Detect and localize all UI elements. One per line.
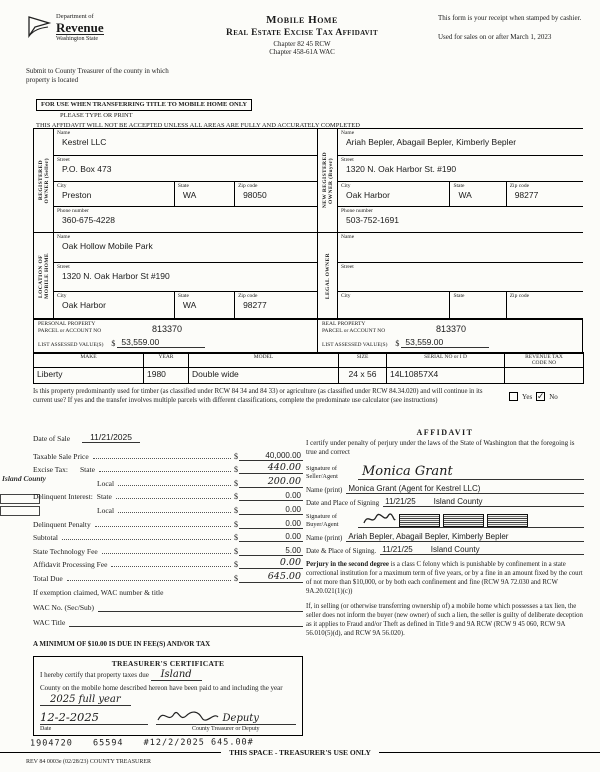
use-note-box: FOR USE WHEN TRANSFERRING TITLE TO MOBILE HOME ONLY — [36, 99, 252, 111]
logo-washington-state: Washington State — [56, 34, 104, 42]
legal-name-field: Name — [338, 233, 583, 263]
timber-question-text: Is this property predominantly used for timber (as classified under RCW 84 34 and 84 33) or agriculture (as classified under RCW 84.34.020) and will continue in its current use? If yes and the transfer involves multiple parcels with different classifications, complete the predominate use calculator (see instructions) — [33, 388, 483, 404]
seller-name-value: Kestrel LLC — [62, 137, 107, 147]
buyer-state-field: State WA — [450, 182, 506, 206]
receipt-note: This form is your receipt when stamped by cashier. — [438, 14, 582, 22]
dollar-sign: $ — [234, 505, 238, 515]
location-name-field: Name Oak Hollow Mobile Park — [54, 233, 317, 263]
seller-section-label: REGISTERED OWNER (Seller) — [34, 129, 54, 232]
seller-phone-field: Phone number 360-675-4228 — [54, 207, 317, 233]
form-number: REV 84 0003e (02/28/23) COUNTY TREASURER — [26, 759, 152, 765]
dollar-sign: $ — [234, 492, 238, 502]
revenue-tax-code-value — [505, 368, 584, 384]
logo-department-of: Department of — [56, 13, 94, 20]
signature-stamp — [399, 514, 440, 527]
dollar-sign: $ — [234, 533, 238, 543]
accept-note: THIS AFFIDAVIT WILL NOT BE ACCEPTED UNLESS ALL AREAS ARE FULLY AND ACCURATELY COMPLETED — [36, 121, 360, 129]
real-parcel-number: 813370 — [436, 324, 467, 334]
legal-zip-field: Zip code — [509, 293, 530, 300]
seller-street-field: Street P.O. Box 473 — [54, 156, 317, 183]
blank-line — [69, 618, 303, 627]
parcel-band — [33, 318, 583, 354]
certify-taxes-line: I hereby certify that property taxes due Island — [40, 668, 296, 683]
personal-property-parcel: PERSONAL PROPERTY PARCEL or ACCOUNT NO 813370 LIST ASSESSED VALUE(S) $ 53,559.00 — [33, 318, 317, 353]
serial-value: 14L10857X4 — [387, 368, 505, 384]
location-of-mobile-home-section — [33, 232, 317, 319]
county-name-handwritten: Island — [151, 669, 202, 681]
effective-date-note: Used for sales on or after March 1, 2023 — [438, 33, 552, 42]
treasurer-date-handwritten: 12-2-2025 — [40, 710, 99, 725]
location-street-value: 1320 N. Oak Harbor St #190 — [62, 270, 170, 281]
treasurers-certificate-title: TREASURER'S CERTIFICATE — [111, 659, 225, 668]
seller-zip-field: Zip code 98050 — [238, 183, 267, 200]
yes-label: Yes — [522, 392, 533, 401]
wac-number-line: WAC No. (Sec/Sub) — [33, 603, 303, 612]
dotted-leader — [102, 553, 231, 554]
perjury-paragraph-1: Perjury in the second degree is a class C felony which is punishable by confinement in a state correctional institution for a maximum term of five years, or by a fine in an amount fixed by the court of not more than $10,000, or by both each confinement and fine (RCW 9A 72.030 and RCW 9A.20.021(1)(c)) — [306, 561, 583, 596]
treasurers-certificate — [33, 656, 303, 736]
affidavit-title: AFFIDAVIT — [416, 428, 474, 437]
seller-phone-value: 360-675-4228 — [62, 214, 115, 225]
buyer-street-value: 1320 N. Oak Harbor St. #190 — [346, 163, 457, 174]
location-city-state-zip — [54, 292, 317, 319]
dotted-leader — [67, 580, 231, 581]
timber-agriculture-question — [33, 388, 585, 406]
row-delinquent-interest-state: Delinquent Interest: State $ 0.00 — [33, 491, 301, 502]
buyer-signature-line — [358, 510, 584, 528]
owner-sections — [33, 128, 583, 320]
title-reet-affidavit: Real Estate Excise Tax Affidavit — [226, 27, 378, 38]
dollar-sign: $ — [111, 338, 116, 348]
row-affidavit-processing-fee: Affidavit Processing Fee $ 0.00 — [33, 557, 301, 570]
dollar-sign: $ — [234, 465, 238, 475]
no-checkbox: ✓ — [536, 391, 545, 402]
dollar-sign: $ — [234, 451, 238, 461]
treasurer-signature-scribble — [156, 708, 220, 724]
new-registered-owner-buyer-section — [317, 128, 583, 232]
legal-owner-section — [317, 232, 583, 319]
dollar-sign: $ — [234, 546, 238, 556]
buyer-phone-value: 503-752-1691 — [346, 214, 399, 225]
model-value: Double wide — [189, 368, 339, 384]
treasurer-signature-block: Deputy County Treasurer or Deputy — [148, 709, 296, 732]
buyer-street-field: Street 1320 N. Oak Harbor St. #190 — [338, 156, 583, 183]
dotted-leader — [118, 512, 231, 513]
size-value: 24 x 56 — [339, 368, 387, 384]
buyer-name-value: Ariah Bepler, Abagail Bepler, Kimberly Bepler — [346, 137, 517, 147]
year-header: YEAR — [144, 353, 189, 368]
dotted-leader — [95, 526, 231, 527]
legal-street-field: Street — [338, 263, 583, 293]
seller-name-print-row: Name (print) Monica Grant (Agent for Kestrel LLC) — [306, 484, 584, 494]
row-excise-tax-local: Local $ 200.00 — [97, 475, 301, 488]
personal-parcel-number: 813370 — [152, 324, 183, 334]
submit-note: Submit to County Treasurer of the county in which property is located — [26, 67, 169, 85]
seller-signing-place: Island County — [433, 497, 483, 507]
row-taxable-sale-price: Taxable Sale Price $ 40,000.00 — [33, 450, 301, 461]
treasurer-date-block: 12-2-2025 Date — [40, 710, 148, 732]
real-property-parcel: REAL PROPERTY PARCEL or ACCOUNT NO 813370 LIST ASSESSED VALUE(S) $ 53,559.00 — [317, 318, 583, 353]
model-header: MODEL — [189, 353, 339, 368]
buyer-section-label: NEW REGISTERED OWNER (Buyer) — [318, 129, 338, 232]
deputy-handwritten: Deputy — [222, 713, 259, 725]
dotted-leader — [116, 498, 231, 499]
dotted-leader — [118, 485, 231, 486]
blank-line — [98, 603, 303, 612]
seller-date-place-row: Date and Place of Signing 11/21/25 Island County — [306, 497, 584, 507]
buyer-signature-scribble — [362, 511, 396, 527]
personal-assessed-value: LIST ASSESSED VALUE(S) $ 53,559.00 — [38, 337, 313, 348]
divider-line — [379, 752, 600, 753]
type-or-print-note: PLEASE TYPE OR PRINT — [60, 111, 133, 119]
stamp-date-amount: #12/2/2025 645.00# — [143, 737, 254, 749]
seller-state-field: State WA — [175, 182, 235, 206]
dollar-sign: $ — [395, 338, 400, 348]
row-total-due: Total Due $ 645.00 — [33, 570, 301, 583]
location-zip-field: Zip code 98277 — [238, 293, 267, 311]
signature-stamp — [487, 514, 528, 527]
real-assessed-value: LIST ASSESSED VALUE(S) $ 53,559.00 — [322, 337, 579, 348]
mobile-home-description-table — [33, 352, 584, 384]
date-of-sale-value: 11/21/2025 — [82, 432, 140, 443]
location-city-field: City Oak Harbor — [54, 292, 175, 319]
seller-signature-line — [358, 462, 584, 480]
legal-state-field: State — [450, 292, 506, 319]
buyer-name-print-row: Name (print) Ariah Bepler, Abagail Bepler, Kimberly Bepler — [306, 532, 584, 542]
location-state-field: State WA — [175, 292, 235, 319]
treasurer-space-note: THIS SPACE - TREASURER'S USE ONLY — [229, 748, 371, 757]
dor-pennant-icon — [26, 14, 52, 38]
dotted-leader — [62, 539, 231, 540]
legal-city-state-zip — [338, 292, 583, 319]
perjury-paragraph-2: If, in selling (or otherwise transferring ownership of) a mobile home which possesses a tax lien, the seller does not inform the buyer (new owner) of such a lien, the seller is guilty of deliberate deception as it applies to Fraud and/or Theft as defined in Title 9 and 9A RCW (RCW 9 45 060, RCW 9A 56.010(5)(d), and RCW 9A 56.020). — [306, 603, 583, 637]
treasurer-machine-stamp — [30, 737, 268, 748]
stamp-number-2: 65594 — [92, 738, 124, 749]
legal-city-field: City — [338, 292, 450, 319]
make-value: Liberty — [34, 368, 144, 384]
dollar-sign: $ — [234, 560, 238, 570]
form-title — [166, 14, 438, 57]
buyer-date-place-row: Date & Place of Signing. 11/21/25 Island County — [306, 545, 584, 555]
exemption-claim-note: If exemption claimed, WAC number & title — [33, 587, 164, 597]
dotted-leader — [93, 458, 231, 459]
registered-owner-seller-section — [33, 128, 317, 232]
chapter-wac: Chapter 458-61A WAC — [269, 48, 335, 57]
seller-signature-handwritten: Monica Grant — [362, 464, 453, 480]
row-excise-tax-state: Excise Tax: State $ 440.00 — [33, 462, 301, 475]
instructions — [36, 99, 360, 130]
affidavit-section — [306, 428, 584, 639]
location-street-field: Street 1320 N. Oak Harbor St #190 — [54, 263, 317, 293]
row-delinquent-interest-local: Local $ 0.00 — [97, 504, 301, 515]
paid-year-handwritten: 2025 full year — [40, 694, 131, 706]
logo-revenue: Revenue — [56, 19, 104, 35]
signature-line — [40, 724, 148, 725]
row-subtotal: Subtotal $ 0.00 — [33, 532, 301, 543]
seller-signature-row: Signature of Seller/Agent Monica Grant — [306, 462, 584, 480]
seller-city-state-zip — [54, 182, 317, 207]
tax-computation-section — [33, 432, 303, 648]
certification-text: I certify under penalty of perjury under the laws of the State of Washington that the foregoing is true and correct — [306, 439, 575, 457]
chapter-rcw: Chapter 82 45 RCW — [273, 39, 331, 48]
paid-through-line: County on the mobile home described hereon have been paid to and including the year 2025 full year — [40, 683, 283, 705]
serial-header: SERIAL NO or I D — [387, 353, 505, 368]
seller-name-print-value: Monica Grant (Agent for Kestrel LLC) — [348, 484, 481, 494]
buyer-zip-field: Zip code 98277 — [509, 183, 539, 200]
buyer-signing-place: Island County — [430, 545, 480, 555]
treasurer-space-divider — [0, 748, 600, 757]
seller-name-field: Name Kestrel LLC — [54, 129, 317, 156]
legal-owner-section-label: LEGAL OWNER — [318, 233, 338, 319]
location-section-label: LOCATION OF MOBILE HOME — [34, 233, 54, 319]
dotted-leader — [111, 566, 231, 567]
title-mobile-home: Mobile Home — [266, 14, 338, 26]
no-label: No — [549, 392, 558, 401]
buyer-name-print-value: Ariah Bepler, Abagail Bepler, Kimberly Bepler — [348, 532, 509, 542]
buyer-phone-field: Phone number 503-752-1691 — [338, 207, 583, 233]
island-county-stamp: Island County — [2, 474, 46, 483]
dollar-sign: $ — [234, 478, 238, 488]
divider-line — [0, 752, 221, 753]
buyer-city-state-zip — [338, 182, 583, 207]
make-header: MAKE — [34, 353, 144, 368]
row-state-technology-fee: State Technology Fee $ 5.00 — [33, 545, 301, 556]
dor-logo — [26, 14, 166, 57]
year-value: 1980 — [144, 368, 189, 384]
form-header — [26, 14, 586, 57]
signature-stamp — [443, 514, 484, 527]
wac-title-line: WAC Title — [33, 618, 303, 627]
buyer-signing-date: 11/21/25 — [382, 545, 413, 555]
signature-line — [156, 724, 296, 725]
buyer-signature-row: Signature of Buyer/Agent — [306, 510, 584, 528]
dotted-leader — [99, 471, 231, 472]
seller-street-value: P.O. Box 473 — [62, 163, 112, 174]
seller-city-field: City Preston — [54, 182, 175, 206]
date-of-sale-row: Date of Sale 11/21/2025 — [33, 432, 303, 443]
stamp-number-1: 1904720 — [29, 738, 73, 749]
revenue-tax-code-header: REVENUE TAX CODE NO — [505, 353, 584, 368]
buyer-city-field: City Oak Harbor — [338, 182, 450, 206]
row-delinquent-penalty: Delinquent Penalty $ 0.00 — [33, 518, 301, 529]
dollar-sign: $ — [234, 519, 238, 529]
location-name-value: Oak Hollow Mobile Park — [62, 241, 153, 251]
buyer-name-field: Name Ariah Bepler, Abagail Bepler, Kimberly Bepler — [338, 129, 583, 156]
minimum-fee-note: A MINIMUM OF $10.00 IS DUE IN FEE(S) AND/OR TAX — [33, 639, 211, 648]
dollar-sign: $ — [234, 573, 238, 583]
size-header: SIZE — [339, 353, 387, 368]
yes-checkbox — [509, 392, 518, 401]
seller-signing-date: 11/21/25 — [385, 497, 416, 507]
header-notes — [438, 14, 586, 57]
